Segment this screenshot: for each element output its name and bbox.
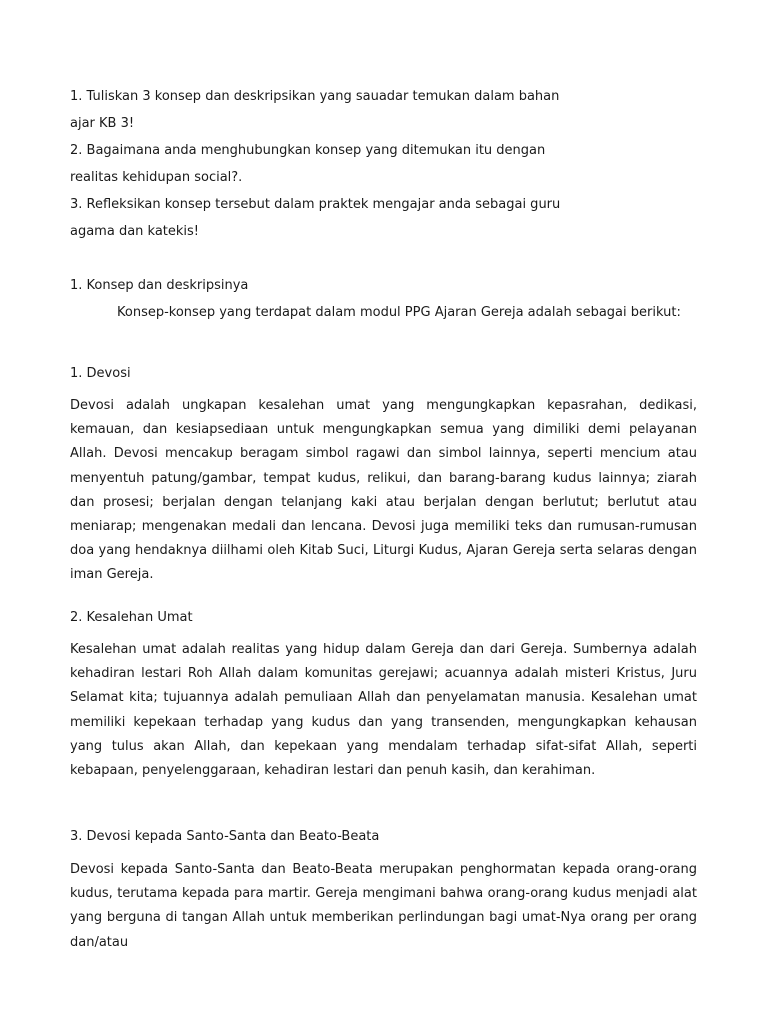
question-line: ajar KB 3! xyxy=(70,116,135,131)
section-heading: 1. Devosi xyxy=(70,366,131,381)
section-body: Kesalehan umat adalah realitas yang hidup dalam Gereja dan dari Gereja. Sumbernya adalah kehadiran lestari Roh Allah dalam komunitas gerejawi; acuannya adalah misteri Kristus, Juru Selamat kita; tujuannya adalah pemuliaan Allah dan penyelamatan manusia. Kesalehan umat memiliki kepekaan terhadap yang kudus dan yang transenden, mengungkapkan kehausan yang tulus akan Allah, dan kepekaan yang mendalam terhadap sifat-sifat Allah, seperti kebapaan, penyelenggaraan, kehadiran lestari dan penuh kasih, dan kerahiman. xyxy=(70,642,697,779)
section-body: Devosi adalah ungkapan kesalehan umat yang mengungkapkan kepasrahan, dedikasi, kemauan, dan kesiapsediaan untuk mengungkapkan semua yang dimiliki demi pelayanan Allah. Devosi mencakup beragam simbol ragawi dan simbol lainnya, seperti mencium atau menyentuh patung/gambar, tempat kudus, relikui, dan barang-barang kudus lainnya; ziarah dan prosesi; berjalan dengan telanjang kaki atau berjalan dengan berlutut; berlutut atau meniarap; mengenakan medali dan lencana. Devosi juga memiliki teks dan rumusan-rumusan doa yang hendaknya diilhami oleh Kitab Suci, Liturgi Kudus, Ajaran Gereja serta selaras dengan iman Gereja. xyxy=(70,398,697,583)
section-heading: 2. Kesalehan Umat xyxy=(70,610,193,625)
answer-heading: 1. Konsep dan deskripsinya xyxy=(70,278,249,293)
question-line: 2. Bagaimana anda menghubungkan konsep yang ditemukan itu dengan xyxy=(70,143,546,158)
section-heading: 3. Devosi kepada Santo-Santa dan Beato-Beata xyxy=(70,829,380,844)
question-line: 3. Refleksikan konsep tersebut dalam praktek mengajar anda sebagai guru xyxy=(70,197,561,212)
question-line: realitas kehidupan social?. xyxy=(70,170,243,185)
intro-text: Konsep-konsep yang terdapat dalam modul PPG Ajaran Gereja adalah sebagai berikut: xyxy=(117,305,681,320)
section-body: Devosi kepada Santo-Santa dan Beato-Beata merupakan penghormatan kepada orang-orang kudus, terutama kepada para martir. Gereja mengimani bahwa orang-orang kudus menjadi alat yang berguna di tangan Allah untuk memberikan perlindungan bagi umat-Nya orang per orang dan/atau xyxy=(70,862,697,950)
question-line: agama dan katekis! xyxy=(70,224,200,239)
question-line: 1. Tuliskan 3 konsep dan deskripsikan yang sauadar temukan dalam bahan xyxy=(70,89,560,104)
